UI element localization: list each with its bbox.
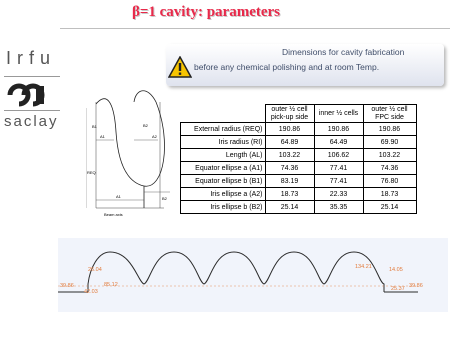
table-cell: 18.73 bbox=[363, 188, 416, 201]
table-cell: 35.35 bbox=[314, 201, 363, 214]
table-cell: 103.22 bbox=[265, 149, 314, 162]
label-a1: A1 bbox=[116, 194, 121, 199]
table-row bbox=[181, 162, 417, 175]
table-cell: 18.73 bbox=[265, 188, 314, 201]
label-b2: B2 bbox=[162, 196, 167, 201]
cea-logo bbox=[6, 82, 46, 108]
table-cell: External radius (REQ) bbox=[181, 123, 266, 136]
cavity-profile-drawing bbox=[58, 238, 448, 312]
table-header-cell bbox=[181, 105, 266, 123]
table-header-row bbox=[181, 105, 417, 123]
table-header-cell: outer ½ cell FPC side bbox=[363, 105, 416, 123]
table-cell: 76.80 bbox=[363, 175, 416, 188]
label-b2-top: B2 bbox=[143, 123, 148, 128]
table-header-cell: inner ½ cells bbox=[314, 105, 363, 123]
label-a1-top: A1 bbox=[100, 134, 105, 139]
warning-icon bbox=[168, 56, 192, 78]
dimension-left-a: 26.04 bbox=[88, 267, 102, 273]
dimension-left-b: 85.12 bbox=[104, 282, 118, 288]
table-cell: 74.36 bbox=[363, 162, 416, 175]
table-cell: 64.89 bbox=[265, 136, 314, 149]
table-cell: 190.86 bbox=[265, 123, 314, 136]
table-cell: 25.14 bbox=[363, 201, 416, 214]
table-cell: 77.41 bbox=[314, 175, 363, 188]
dimension-right-b: 25.37 bbox=[391, 286, 405, 292]
table-cell: 64.49 bbox=[314, 136, 363, 149]
table-cell: Iris ellipse a (A2) bbox=[181, 188, 266, 201]
title-divider bbox=[60, 28, 450, 29]
table-cell: 83.19 bbox=[265, 175, 314, 188]
table-row bbox=[181, 201, 417, 214]
irfu-logo: Irfu bbox=[6, 48, 57, 68]
label-req: REQ bbox=[87, 170, 96, 175]
label-a2: A2 bbox=[152, 134, 157, 139]
table-cell: Iris ellipse b (B2) bbox=[181, 201, 266, 214]
table-cell: 190.86 bbox=[363, 123, 416, 136]
table-cell: 22.33 bbox=[314, 188, 363, 201]
fabrication-notice bbox=[166, 44, 444, 86]
table-cell: 190.86 bbox=[314, 123, 363, 136]
logo-divider bbox=[4, 110, 60, 111]
table-cell: Length (AL) bbox=[181, 149, 266, 162]
slide-title: β=1 cavity: parameters bbox=[131, 4, 281, 20]
table-cell: 103.22 bbox=[363, 149, 416, 162]
notice-line-1: Dimensions for cavity fabrication bbox=[282, 47, 405, 57]
saclay-logo: saclay bbox=[4, 113, 59, 130]
table-row bbox=[181, 149, 417, 162]
half-cell-drawing bbox=[86, 82, 172, 220]
label-beam-axis: Beam axis bbox=[104, 212, 123, 217]
dimension-left-c: 42.03 bbox=[84, 289, 98, 295]
table-cell: 74.36 bbox=[265, 162, 314, 175]
dimension-left-radius: 39.86 bbox=[60, 283, 74, 289]
table-cell: 77.41 bbox=[314, 162, 363, 175]
table-header-cell: outer ½ cell pick-up side bbox=[265, 105, 314, 123]
table-row bbox=[181, 188, 417, 201]
table-cell: 25.14 bbox=[265, 201, 314, 214]
table-row bbox=[181, 123, 417, 136]
table-cell: Equator ellipse a (A1) bbox=[181, 162, 266, 175]
table-row bbox=[181, 175, 417, 188]
table-cell: 69.90 bbox=[363, 136, 416, 149]
notice-line-2: before any chemical polishing and at room Temp. bbox=[194, 62, 380, 72]
cavity-parameter-table bbox=[180, 104, 417, 214]
dimension-mid: 134.21 bbox=[355, 264, 372, 270]
dimension-right-a: 14.05 bbox=[389, 267, 403, 273]
logo-divider bbox=[4, 76, 60, 77]
table-cell: Equator ellipse b (B1) bbox=[181, 175, 266, 188]
table-cell: 106.62 bbox=[314, 149, 363, 162]
dimension-right-radius: 39.86 bbox=[409, 283, 423, 289]
label-b1: B1 bbox=[92, 124, 97, 129]
table-row bbox=[181, 136, 417, 149]
table-cell: Iris radius (RI) bbox=[181, 136, 266, 149]
